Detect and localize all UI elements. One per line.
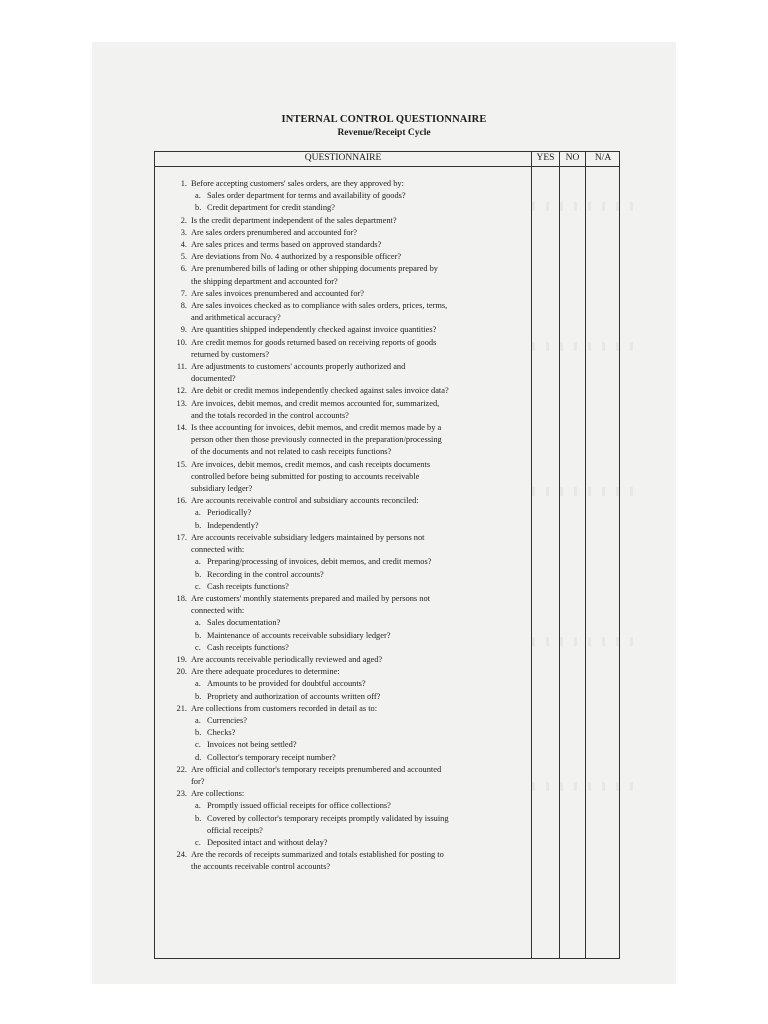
question-item xyxy=(169,849,529,873)
sub-question-text: Sales documentation? xyxy=(207,618,281,628)
question-body xyxy=(191,764,529,788)
question-list xyxy=(169,178,529,874)
question-number: 10. xyxy=(176,337,187,347)
document-title: INTERNAL CONTROL QUESTIONNAIRE xyxy=(281,114,487,125)
question-text: Are accounts receivable periodically reviewed and aged? xyxy=(191,654,383,664)
sub-question-letter: a. xyxy=(195,715,201,725)
question-item xyxy=(169,459,529,496)
header-no: NO xyxy=(565,153,580,163)
sub-question-body xyxy=(207,837,327,849)
question-body xyxy=(191,459,529,496)
question-text: the accounts receivable control accounts? xyxy=(191,862,331,872)
sub-question-letter: b. xyxy=(195,813,202,823)
question-text: the shipping department and accounted for? xyxy=(191,276,338,286)
sub-question-text: Propriety and authorization of accounts written off? xyxy=(207,691,381,701)
question-text: Are sales orders prenumbered and accounted for? xyxy=(191,227,358,237)
sub-question-text: Deposited intact and without delay? xyxy=(207,837,328,847)
question-body xyxy=(191,703,529,764)
sub-question-letter: a. xyxy=(195,557,201,567)
sub-question xyxy=(195,727,529,739)
question-text: Are adjustments to customers' accounts properly authorized and xyxy=(191,362,406,372)
question-body xyxy=(191,300,529,324)
question-item xyxy=(169,337,529,361)
question-body xyxy=(191,398,529,422)
question-number: 1. xyxy=(180,179,187,188)
question-text: Are customers' monthly statements prepared and mailed by persons not xyxy=(191,593,430,603)
question-body xyxy=(191,788,529,849)
sub-question xyxy=(195,630,529,642)
question-body xyxy=(191,178,529,215)
question-number: 11. xyxy=(176,362,187,372)
question-item xyxy=(169,251,529,263)
sub-question-text: Sales order department for terms and availability of goods? xyxy=(207,191,406,201)
sub-question-text: Currencies? xyxy=(207,715,247,725)
sub-question-text: official receipts? xyxy=(207,825,263,835)
question-body xyxy=(191,337,529,361)
header-questionnaire: QUESTIONNAIRE xyxy=(304,153,382,163)
question-item xyxy=(169,422,529,459)
question-text: Are the records of receipts summarized and totals established for posting to xyxy=(191,850,444,860)
question-body xyxy=(191,666,529,703)
sub-question-body xyxy=(207,520,259,532)
sub-question-letter: b. xyxy=(195,630,202,640)
question-number: 3. xyxy=(180,227,187,237)
sub-question-text: Promptly issued official receipts for office collections? xyxy=(207,801,391,811)
question-body xyxy=(191,215,529,227)
question-body xyxy=(191,849,529,873)
sub-question xyxy=(195,617,529,629)
sub-question-text: Cash receipts functions? xyxy=(207,642,289,652)
sub-question-letter: a. xyxy=(195,508,201,518)
sub-question-text: Credit department for credit standing? xyxy=(207,203,335,213)
sub-question-text: Periodically? xyxy=(207,508,252,518)
sub-question-letter: c. xyxy=(195,837,201,847)
sub-question-body xyxy=(207,739,297,751)
sub-question xyxy=(195,800,529,812)
question-number: 13. xyxy=(176,398,187,408)
sub-question-letter: b. xyxy=(195,691,202,701)
sub-question-body xyxy=(207,556,431,568)
question-text: Are collections: xyxy=(191,789,245,799)
question-number: 22. xyxy=(176,764,187,774)
question-text: for? xyxy=(191,776,205,786)
sub-question-body xyxy=(207,630,390,642)
question-text: and arithmetical accuracy? xyxy=(191,313,281,323)
question-body xyxy=(191,263,529,287)
question-text: Are sales invoices prenumbered and accounted for? xyxy=(191,288,365,298)
question-item xyxy=(169,361,529,385)
question-item xyxy=(169,703,529,764)
question-item xyxy=(169,654,529,666)
sub-question-body xyxy=(207,617,280,629)
sub-question xyxy=(195,581,529,593)
question-body xyxy=(191,654,529,666)
question-number: 2. xyxy=(180,215,187,225)
question-text: connected with: xyxy=(191,545,245,555)
sub-question xyxy=(195,556,529,568)
question-number: 21. xyxy=(176,703,187,713)
question-item xyxy=(169,788,529,849)
question-text: returned by customers? xyxy=(191,349,270,359)
question-number: 23. xyxy=(176,789,187,799)
sub-question-body xyxy=(207,202,335,214)
sub-question-text: Checks? xyxy=(207,728,236,738)
sub-question xyxy=(195,752,529,764)
header-na: N/A xyxy=(594,153,612,163)
question-item xyxy=(169,263,529,287)
column-divider xyxy=(531,152,532,958)
question-item xyxy=(169,300,529,324)
question-body xyxy=(191,422,529,459)
sub-question-letter: c. xyxy=(195,740,201,750)
sub-question-body xyxy=(207,507,251,519)
question-item xyxy=(169,398,529,422)
sub-question xyxy=(195,837,529,849)
question-number: 9. xyxy=(180,325,187,335)
table-header xyxy=(155,152,619,167)
question-body xyxy=(191,239,529,251)
question-text: connected with: xyxy=(191,606,245,616)
sub-question xyxy=(195,520,529,532)
question-text: Are sales prices and terms based on approved standards? xyxy=(191,240,382,250)
column-divider xyxy=(585,152,586,958)
column-divider xyxy=(559,152,560,958)
question-item xyxy=(169,239,529,251)
sub-question-body xyxy=(207,727,235,739)
sub-question-letter: c. xyxy=(195,642,201,652)
sub-question-body xyxy=(207,569,324,581)
question-text: subsidiary ledger? xyxy=(191,484,253,494)
question-number: 12. xyxy=(176,386,187,396)
question-item xyxy=(169,532,529,593)
sub-question-body xyxy=(207,678,366,690)
question-text: Is the credit department independent of the sales department? xyxy=(191,215,397,225)
question-text: Are prenumbered bills of lading or other shipping documents prepared by xyxy=(191,264,438,274)
sub-question-letter: a. xyxy=(195,801,201,811)
sub-question-text: Recording in the control accounts? xyxy=(207,569,324,579)
question-text: Are accounts receivable subsidiary ledgers maintained by persons not xyxy=(191,532,425,542)
question-number: 18. xyxy=(176,593,187,603)
question-body xyxy=(191,593,529,654)
sub-question-letter: a. xyxy=(195,679,201,689)
question-text: Are collections from customers recorded in detail as to: xyxy=(191,703,378,713)
question-text: Are credit memos for goods returned based on receiving reports of goods xyxy=(191,337,437,347)
question-number: 14. xyxy=(176,423,187,433)
sub-question-text: Independently? xyxy=(207,520,259,530)
question-text: Are invoices, debit memos, and credit memos accounted for, summarized, xyxy=(191,398,440,408)
question-body xyxy=(191,361,529,385)
question-body xyxy=(191,288,529,300)
sub-question xyxy=(195,813,529,837)
sub-question-body xyxy=(207,581,289,593)
sub-question-letter: d. xyxy=(195,752,202,762)
sub-question-text: Maintenance of accounts receivable subsidiary ledger? xyxy=(207,630,391,640)
sub-question-text: Collector's temporary receipt number? xyxy=(207,752,336,762)
question-item xyxy=(169,385,529,397)
sub-question xyxy=(195,715,529,727)
question-body xyxy=(191,251,529,263)
question-number: 19. xyxy=(176,654,187,664)
document-subtitle: Revenue/Receipt Cycle xyxy=(337,128,431,138)
questionnaire-table xyxy=(154,151,620,959)
sub-question xyxy=(195,642,529,654)
question-text: Before accepting customers' sales orders, are they approved by: xyxy=(191,179,404,188)
question-body xyxy=(191,495,529,532)
sub-question xyxy=(195,678,529,690)
sub-question xyxy=(195,507,529,519)
question-text: Are sales invoices checked as to compliance with sales orders, prices, terms, xyxy=(191,301,448,311)
sub-question-text: Cash receipts functions? xyxy=(207,581,289,591)
question-text: Are quantities shipped independently checked against invoice quantities? xyxy=(191,325,437,335)
question-item xyxy=(169,215,529,227)
question-text: Are there adequate procedures to determine: xyxy=(191,667,340,677)
question-number: 16. xyxy=(176,496,187,506)
question-text: documented? xyxy=(191,374,236,384)
question-body xyxy=(191,532,529,593)
question-item xyxy=(169,764,529,788)
question-text: Are invoices, debit memos, credit memos, and cash receipts documents xyxy=(191,459,431,469)
question-item xyxy=(169,495,529,532)
sub-question-letter: b. xyxy=(195,203,202,213)
sub-question-body xyxy=(207,642,289,654)
question-body xyxy=(191,227,529,239)
question-text: Are debit or credit memos independently checked against sales invoice data? xyxy=(191,386,449,396)
question-number: 8. xyxy=(180,301,187,311)
sub-question-body xyxy=(207,190,406,202)
sub-question xyxy=(195,739,529,751)
question-item xyxy=(169,593,529,654)
sub-question xyxy=(195,190,529,202)
sub-question-text: Covered by collector's temporary receipts promptly validated by issuing xyxy=(207,813,449,823)
sub-question-letter: a. xyxy=(195,191,201,201)
header-yes: YES xyxy=(536,153,555,163)
sub-question-body xyxy=(207,715,247,727)
question-item xyxy=(169,178,529,215)
question-number: 20. xyxy=(176,667,187,677)
document-page xyxy=(92,42,676,984)
question-body xyxy=(191,324,529,336)
question-number: 17. xyxy=(176,532,187,542)
question-text: and the totals recorded in the control accounts? xyxy=(191,410,349,420)
question-number: 4. xyxy=(180,240,187,250)
question-item xyxy=(169,227,529,239)
question-item xyxy=(169,288,529,300)
question-number: 7. xyxy=(180,288,187,298)
sub-question-body xyxy=(207,800,391,812)
question-text: Is thee accounting for invoices, debit memos, and credit memos made by a xyxy=(191,423,442,433)
question-number: 15. xyxy=(176,459,187,469)
sub-question-body xyxy=(207,691,380,703)
sub-question-text: Amounts to be provided for doubtful accounts? xyxy=(207,679,366,689)
sub-question-text: Preparing/processing of invoices, debit memos, and credit memos? xyxy=(207,557,432,567)
question-text: of the documents and not related to cash receipts functions? xyxy=(191,447,392,457)
question-text: Are official and collector's temporary receipts prenumbered and accounted xyxy=(191,764,442,774)
sub-question-letter: a. xyxy=(195,618,201,628)
question-text: controlled before being submitted for posting to accounts receivable xyxy=(191,471,420,481)
question-text: Are accounts receivable control and subsidiary accounts reconciled: xyxy=(191,496,419,506)
question-number: 5. xyxy=(180,252,187,262)
question-item xyxy=(169,666,529,703)
sub-question-text: Invoices not being settled? xyxy=(207,740,297,750)
sub-question-letter: b. xyxy=(195,569,202,579)
sub-question-letter: c. xyxy=(195,581,201,591)
question-body xyxy=(191,385,529,397)
sub-question-body xyxy=(207,813,449,837)
question-number: 24. xyxy=(176,850,187,860)
sub-question xyxy=(195,569,529,581)
sub-question-letter: b. xyxy=(195,520,202,530)
sub-question xyxy=(195,202,529,214)
sub-question-body xyxy=(207,752,336,764)
question-text: person other then those previously connected in the preparation/processing xyxy=(191,435,442,445)
question-number: 6. xyxy=(180,264,187,274)
sub-question xyxy=(195,691,529,703)
sub-question-letter: b. xyxy=(195,728,202,738)
question-item xyxy=(169,324,529,336)
question-text: Are deviations from No. 4 authorized by a responsible officer? xyxy=(191,252,402,262)
